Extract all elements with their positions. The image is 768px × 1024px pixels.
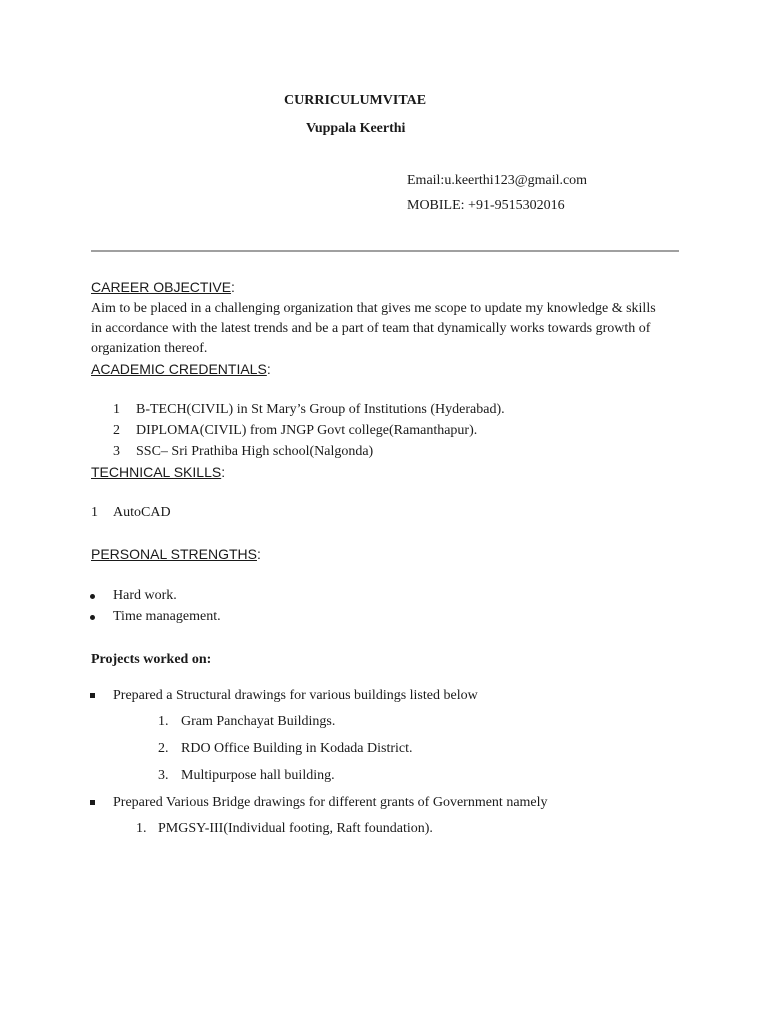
document-title: CURRICULUMVITAE	[284, 93, 427, 108]
strength-item: Time management.	[113, 609, 221, 624]
horizontal-divider	[91, 250, 679, 252]
heading-colon: :	[256, 546, 261, 562]
list-item-number: 1.	[158, 714, 169, 729]
project-group: Prepared a Structural drawings for various buildings listed below	[113, 688, 478, 703]
list-item-number: 1.	[136, 821, 147, 836]
heading-colon: :	[266, 361, 271, 377]
projects-heading: Projects worked on:	[91, 652, 212, 667]
heading-colon: :	[221, 464, 226, 480]
technical-heading	[91, 464, 225, 480]
strengths-heading-text: PERSONAL STRENGTHS	[91, 546, 257, 562]
list-item-number: 3	[113, 444, 120, 459]
academic-item: SSC– Sri Prathiba High school(Nalgonda)	[136, 444, 374, 459]
academic-item: DIPLOMA(CIVIL) from JNGP Govt college(Ramanthapur).	[136, 423, 478, 438]
bullet-icon	[90, 594, 95, 599]
project-item: PMGSY-III(Individual footing, Raft foundation).	[158, 821, 433, 836]
academic-heading	[91, 361, 271, 377]
technical-item: AutoCAD	[113, 505, 171, 520]
mobile-line: MOBILE: +91-9515302016	[407, 198, 565, 213]
list-item-number: 1	[113, 402, 120, 417]
project-group: Prepared Various Bridge drawings for different grants of Government namely	[113, 795, 548, 810]
career-objective-text: Aim to be placed in a challenging organization that gives me scope to update my knowledge & skills in accordance with the latest trends and be a part of team that dynamically works towards growth of organization thereof.	[91, 301, 656, 356]
strengths-heading	[91, 546, 261, 562]
square-bullet-icon	[90, 800, 95, 805]
email-line: Email:u.keerthi123@gmail.com	[407, 173, 588, 188]
list-item-number: 1	[91, 505, 98, 520]
career-objective-heading	[91, 279, 235, 295]
list-item-number: 2.	[158, 741, 169, 756]
square-bullet-icon	[90, 693, 95, 698]
academic-item: B-TECH(CIVIL) in St Mary’s Group of Institutions (Hyderabad).	[136, 402, 505, 417]
project-item: Multipurpose hall building.	[181, 768, 335, 783]
candidate-name: Vuppala Keerthi	[306, 121, 406, 136]
career-objective-heading-text: CAREER OBJECTIVE	[91, 279, 232, 295]
academic-heading-text: ACADEMIC CREDENTIALS	[91, 361, 267, 377]
list-item-number: 2	[113, 423, 120, 438]
strength-item: Hard work.	[113, 588, 177, 603]
project-item: Gram Panchayat Buildings.	[181, 714, 336, 729]
bullet-icon	[90, 615, 95, 620]
list-item-number: 3.	[158, 768, 169, 783]
technical-heading-text: TECHNICAL SKILLS	[91, 464, 222, 480]
heading-colon: :	[231, 279, 235, 295]
project-item: RDO Office Building in Kodada District.	[181, 741, 413, 756]
